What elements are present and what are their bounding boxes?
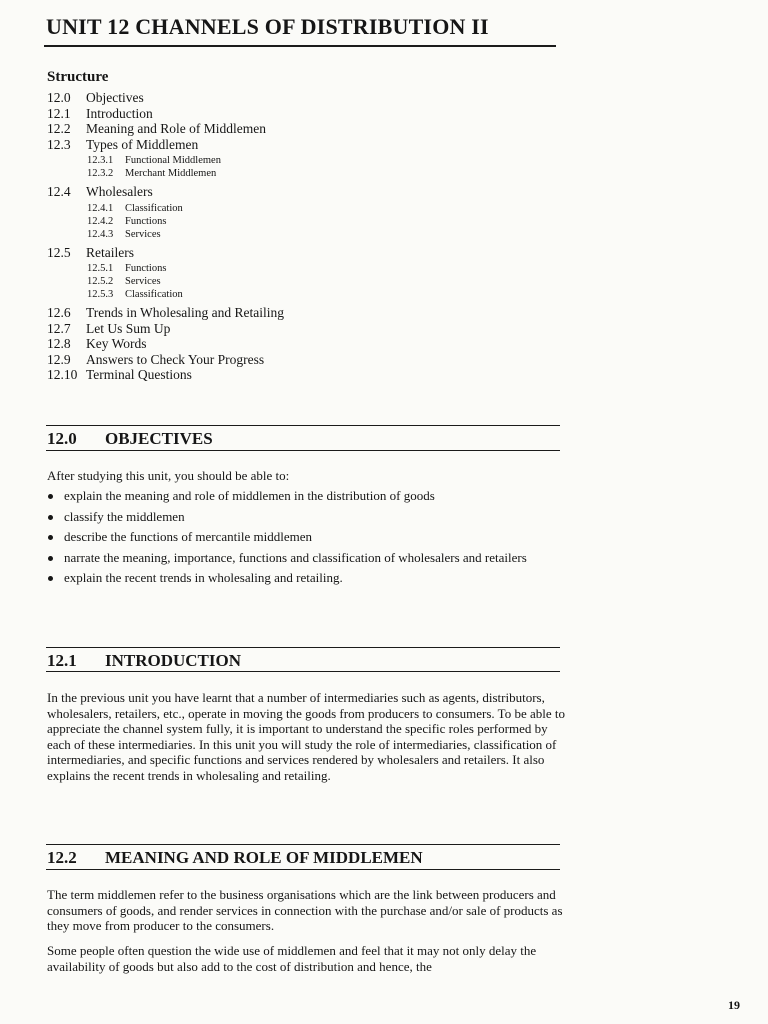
- toc-number: 12.2: [47, 121, 71, 136]
- objective-item: [47, 529, 567, 545]
- unit-title: UNIT 12 CHANNELS OF DISTRIBUTION II: [46, 14, 489, 39]
- toc-label: Types of Middlemen: [86, 136, 199, 152]
- toc-subitem-label: Services: [125, 228, 161, 240]
- toc-subitem: [87, 154, 284, 167]
- section-title: MEANING AND ROLE OF MIDDLEMEN: [105, 848, 423, 867]
- section-rule-top: [46, 647, 560, 648]
- bullet-icon: [48, 576, 53, 581]
- toc-item: [47, 137, 284, 153]
- toc-subitem: [87, 228, 284, 241]
- toc-subitem-label: Merchant Middlemen: [125, 168, 217, 179]
- objective-item: [47, 509, 567, 525]
- toc-subitem-label: Classification: [125, 202, 183, 214]
- objective-text: explain the recent trends in wholesaling and retailing.: [64, 570, 343, 585]
- toc-label: Let Us Sum Up: [86, 320, 171, 336]
- toc-subitem-number: 12.4.2: [87, 215, 114, 227]
- toc-subitem-label: Functions: [125, 263, 167, 274]
- toc-subitem-number: 12.3.1: [87, 155, 114, 166]
- toc-item: [47, 352, 284, 368]
- toc-number: 12.4: [47, 184, 71, 199]
- objectives-intro: After studying this unit, you should be able to:: [47, 468, 290, 483]
- toc-number: 12.6: [47, 305, 71, 320]
- toc-item: [47, 336, 284, 352]
- toc-subsection-list: [47, 154, 284, 180]
- toc-subsection-list: [47, 262, 284, 301]
- section-number: 12.0: [47, 429, 77, 448]
- toc-subitem: [87, 215, 284, 228]
- objectives-heading: [47, 429, 213, 449]
- objectives-list: [47, 488, 567, 591]
- toc-subitem-number: 12.5.1: [87, 263, 114, 274]
- toc-item: [47, 106, 284, 122]
- toc-item: [47, 90, 284, 106]
- toc-subitem-label: Functional Middlemen: [125, 155, 221, 166]
- toc-subitem-label: Services: [125, 276, 161, 287]
- toc-subitem-number: 12.5.2: [87, 276, 114, 287]
- toc-label: Introduction: [86, 105, 153, 121]
- objective-item: [47, 550, 567, 566]
- objective-text: explain the meaning and role of middlemen in the distribution of goods: [64, 488, 435, 503]
- toc-number: 12.7: [47, 320, 71, 336]
- meaning-paragraph-2: Some people often question the wide use of middlemen and feel that it may not only delay the availability of goods but also add to the cost of distribution and hence, the: [47, 943, 537, 974]
- structure-heading: Structure: [47, 69, 109, 85]
- section-title: OBJECTIVES: [105, 429, 213, 448]
- toc-label: Trends in Wholesaling and Retailing: [86, 305, 284, 320]
- section-title: INTRODUCTION: [105, 651, 242, 670]
- toc-number: 12.9: [47, 351, 71, 367]
- toc-item: [47, 321, 284, 337]
- section-rule-top: [46, 425, 560, 426]
- toc-number: 12.5: [47, 244, 71, 260]
- objective-item: [47, 570, 567, 586]
- page-number: 19: [728, 998, 740, 1012]
- meaning-heading: [47, 848, 423, 868]
- toc-item: [47, 245, 284, 261]
- section-rule-top: [46, 844, 560, 845]
- toc-number: 12.0: [47, 90, 71, 105]
- section-number: 12.1: [47, 651, 77, 670]
- objective-item: [47, 488, 567, 504]
- introduction-heading: [47, 651, 241, 671]
- toc-number: 12.8: [47, 336, 71, 351]
- objective-text: narrate the meaning, importance, functions and classification of wholesalers and retailers: [64, 549, 527, 565]
- objective-text: classify the middlemen: [64, 508, 185, 524]
- bullet-icon: [48, 535, 53, 540]
- toc-subsection-list: [47, 202, 284, 241]
- toc-item: [47, 184, 284, 200]
- toc-subitem-number: 12.4.1: [87, 202, 114, 214]
- toc-label: Retailers: [86, 244, 134, 260]
- toc-subitem-number: 12.5.3: [87, 289, 114, 300]
- toc-number: 12.3: [47, 136, 71, 152]
- toc-subitem-number: 12.3.2: [87, 168, 114, 179]
- toc-item: [47, 367, 284, 383]
- toc-subitem: [87, 262, 284, 275]
- title-rule: [44, 45, 556, 47]
- introduction-text: In the previous unit you have learnt that a number of intermediaries such as agents, distributors, wholesalers, retailers, etc., operate in moving the goods from producers to consumers. To be able to appreciate the channel system fully, it is important to understand the specific roles performed by each of these intermediaries. In this unit you will study the role of intermediaries, classification of intermediaries, and specific functions and services rendered by wholesalers and retailers. It also explains the recent trends in wholesaling and retailing.: [47, 690, 565, 783]
- section-number: 12.2: [47, 848, 77, 867]
- section-rule-bottom: [46, 671, 560, 672]
- bullet-icon: [48, 556, 53, 561]
- toc-subitem: [87, 275, 284, 288]
- toc-subitem-label: Classification: [125, 289, 183, 300]
- toc-item: [47, 305, 284, 321]
- bullet-icon: [48, 515, 53, 520]
- toc-label: Wholesalers: [86, 184, 153, 199]
- toc-label: Meaning and Role of Middlemen: [86, 121, 266, 136]
- toc-item: [47, 121, 284, 137]
- toc-subitem-number: 12.4.3: [87, 228, 114, 240]
- toc-label: Terminal Questions: [86, 367, 192, 382]
- toc-subitem: [87, 202, 284, 215]
- objective-text: describe the functions of mercantile middlemen: [64, 529, 312, 544]
- section-rule-bottom: [46, 869, 560, 870]
- toc-number: 12.1: [47, 105, 71, 121]
- toc-subitem-label: Functions: [125, 215, 167, 227]
- table-of-contents: [47, 90, 284, 383]
- section-rule-bottom: [46, 450, 560, 451]
- toc-label: Answers to Check Your Progress: [86, 351, 265, 367]
- toc-subitem: [87, 288, 284, 301]
- toc-label: Key Words: [86, 336, 147, 351]
- bullet-icon: [48, 494, 53, 499]
- toc-label: Objectives: [86, 90, 144, 105]
- toc-number: 12.10: [47, 367, 78, 382]
- toc-subitem: [87, 167, 284, 180]
- meaning-paragraph-1: The term middlemen refer to the business organisations which are the link between producers and consumers of goods, and render services in connection with the purchase and/or sale of products as they move from producer to the consumers.: [47, 887, 563, 933]
